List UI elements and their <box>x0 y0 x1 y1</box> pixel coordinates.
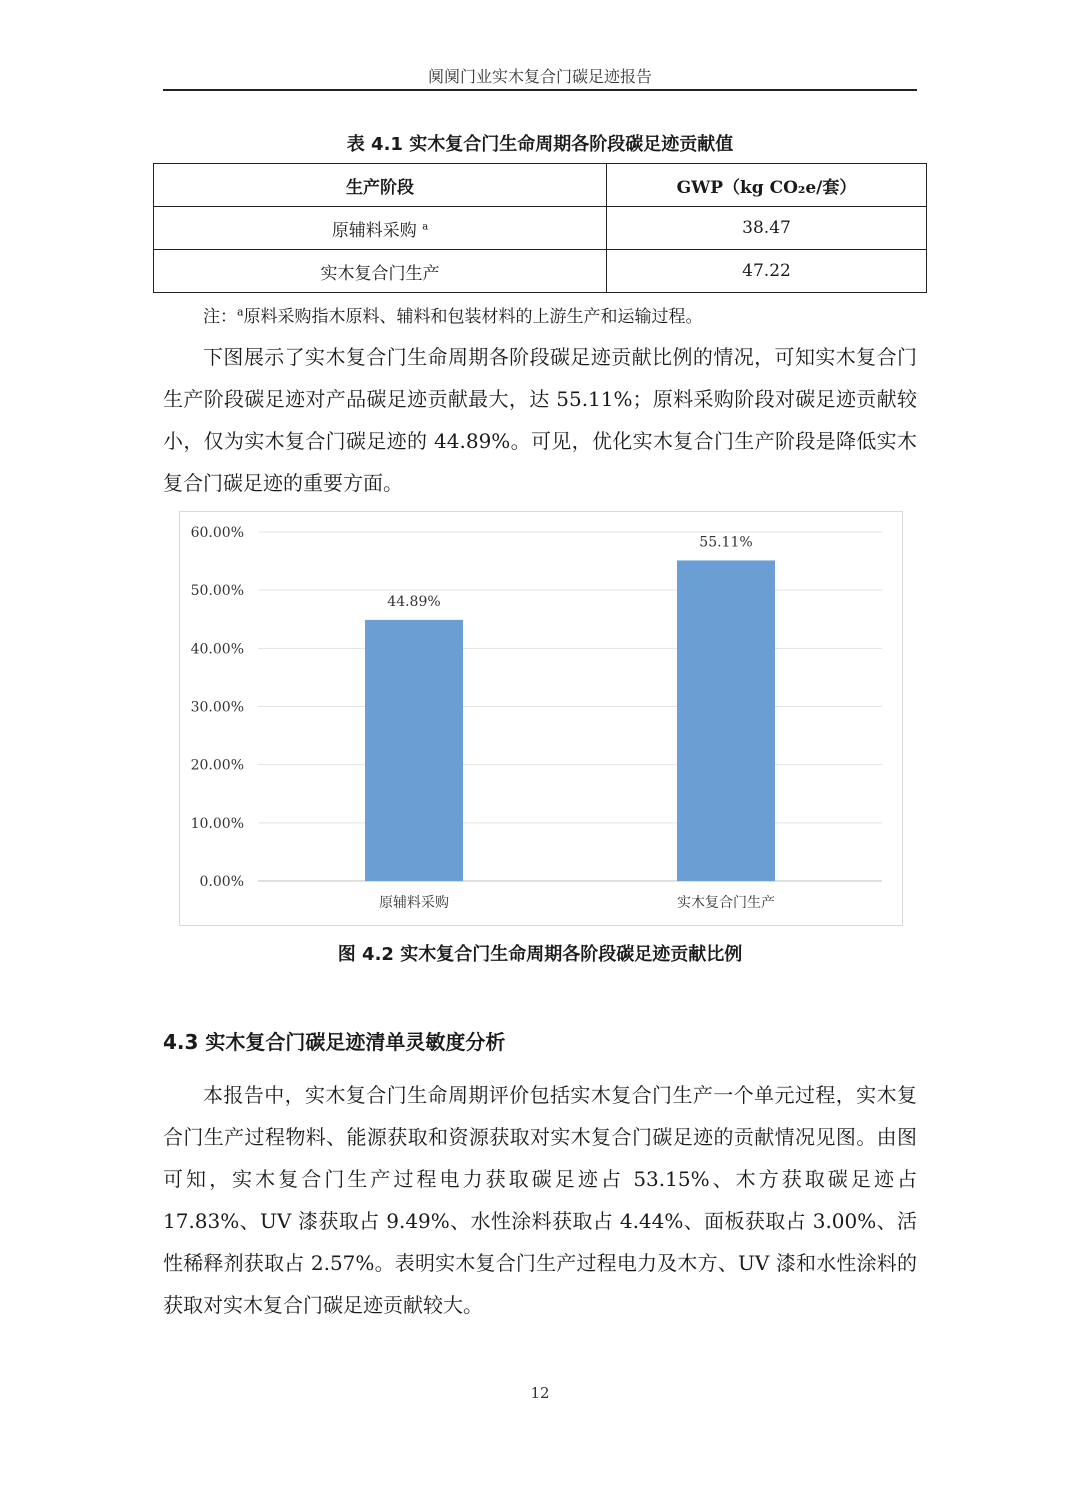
table-note <box>203 302 703 327</box>
note-prefix: 注： <box>203 307 237 327</box>
table-cell-gwp: 38.47 <box>607 207 927 250</box>
table-cell-stage: 实木复合门生产 <box>154 250 607 293</box>
carbon-footprint-table <box>153 163 927 293</box>
data-label: 55.11% <box>699 534 753 551</box>
note-mark: a <box>237 305 244 319</box>
bar <box>677 560 775 881</box>
footnote-mark: a <box>422 220 429 232</box>
y-tick-label: 20.00% <box>190 757 244 774</box>
y-tick-label: 50.00% <box>190 583 244 600</box>
x-tick-label: 原辅料采购 <box>379 895 449 911</box>
header-rule <box>163 89 917 91</box>
table-caption: 表 4.1 实木复合门生命周期各阶段碳足迹贡献值 <box>346 134 734 155</box>
y-tick-label: 30.00% <box>190 699 244 716</box>
running-header: 阒阒门业实木复合门碳足迹报告 <box>427 67 652 86</box>
paragraph-sensitivity: 本报告中，实木复合门生命周期评价包括实木复合门生产一个单元过程，实木复合门生产过程物料、能源获取和资源获取对实木复合门碳足迹的贡献情况见图。由图可知，实木复合门生产过程电力获取碳足迹占 53.15%、木方获取碳足迹占 17.83%、UV 漆获取占 9.49%、水性涂料获取占 4.44%、面板获取占 3.00%、活性稀释剂获取占 2.57%。表明实木复合门生产过程电力及木方、UV 漆和水性涂料的获取对实木复合门碳足迹贡献较大。 <box>163 1083 917 1317</box>
bar-chart <box>179 511 903 926</box>
x-tick-label: 实木复合门生产 <box>677 895 775 911</box>
paragraph-chart-intro: 下图展示了实木复合门生命周期各阶段碳足迹贡献比例的情况，可知实木复合门生产阶段碳足迹对产品碳足迹贡献最大，达 55.11%；原料采购阶段对碳足迹贡献较小，仅为实木复合门碳足迹的 44.89%。可见，优化实木复合门生产阶段是降低实木复合门碳足迹的重要方面。 <box>163 345 917 495</box>
bar <box>365 620 463 881</box>
page-number: 12 <box>530 1384 550 1402</box>
y-tick-label: 10.00% <box>190 815 244 832</box>
table-cell-gwp: 47.22 <box>607 250 927 293</box>
table-header-row <box>154 164 927 207</box>
table-cell-stage <box>154 207 607 250</box>
stage-label: 原辅料采购 <box>331 220 417 241</box>
y-tick-label: 60.00% <box>190 525 244 541</box>
table-row <box>154 250 927 293</box>
column-header-gwp: GWP（kg CO₂e/套） <box>607 164 927 207</box>
bar-chart-svg <box>180 512 902 925</box>
figure-caption: 图 4.2 实木复合门生命周期各阶段碳足迹贡献比例 <box>337 944 743 965</box>
section-heading: 4.3 实木复合门碳足迹清单灵敏度分析 <box>163 1030 506 1054</box>
y-tick-label: 40.00% <box>190 641 244 658</box>
data-label: 44.89% <box>387 593 441 610</box>
column-header-stage: 生产阶段 <box>154 164 607 207</box>
note-text: 原料采购指木原料、辅料和包装材料的上游生产和运输过程。 <box>243 307 703 327</box>
y-tick-label: 0.00% <box>199 874 244 890</box>
table-row <box>154 207 927 250</box>
